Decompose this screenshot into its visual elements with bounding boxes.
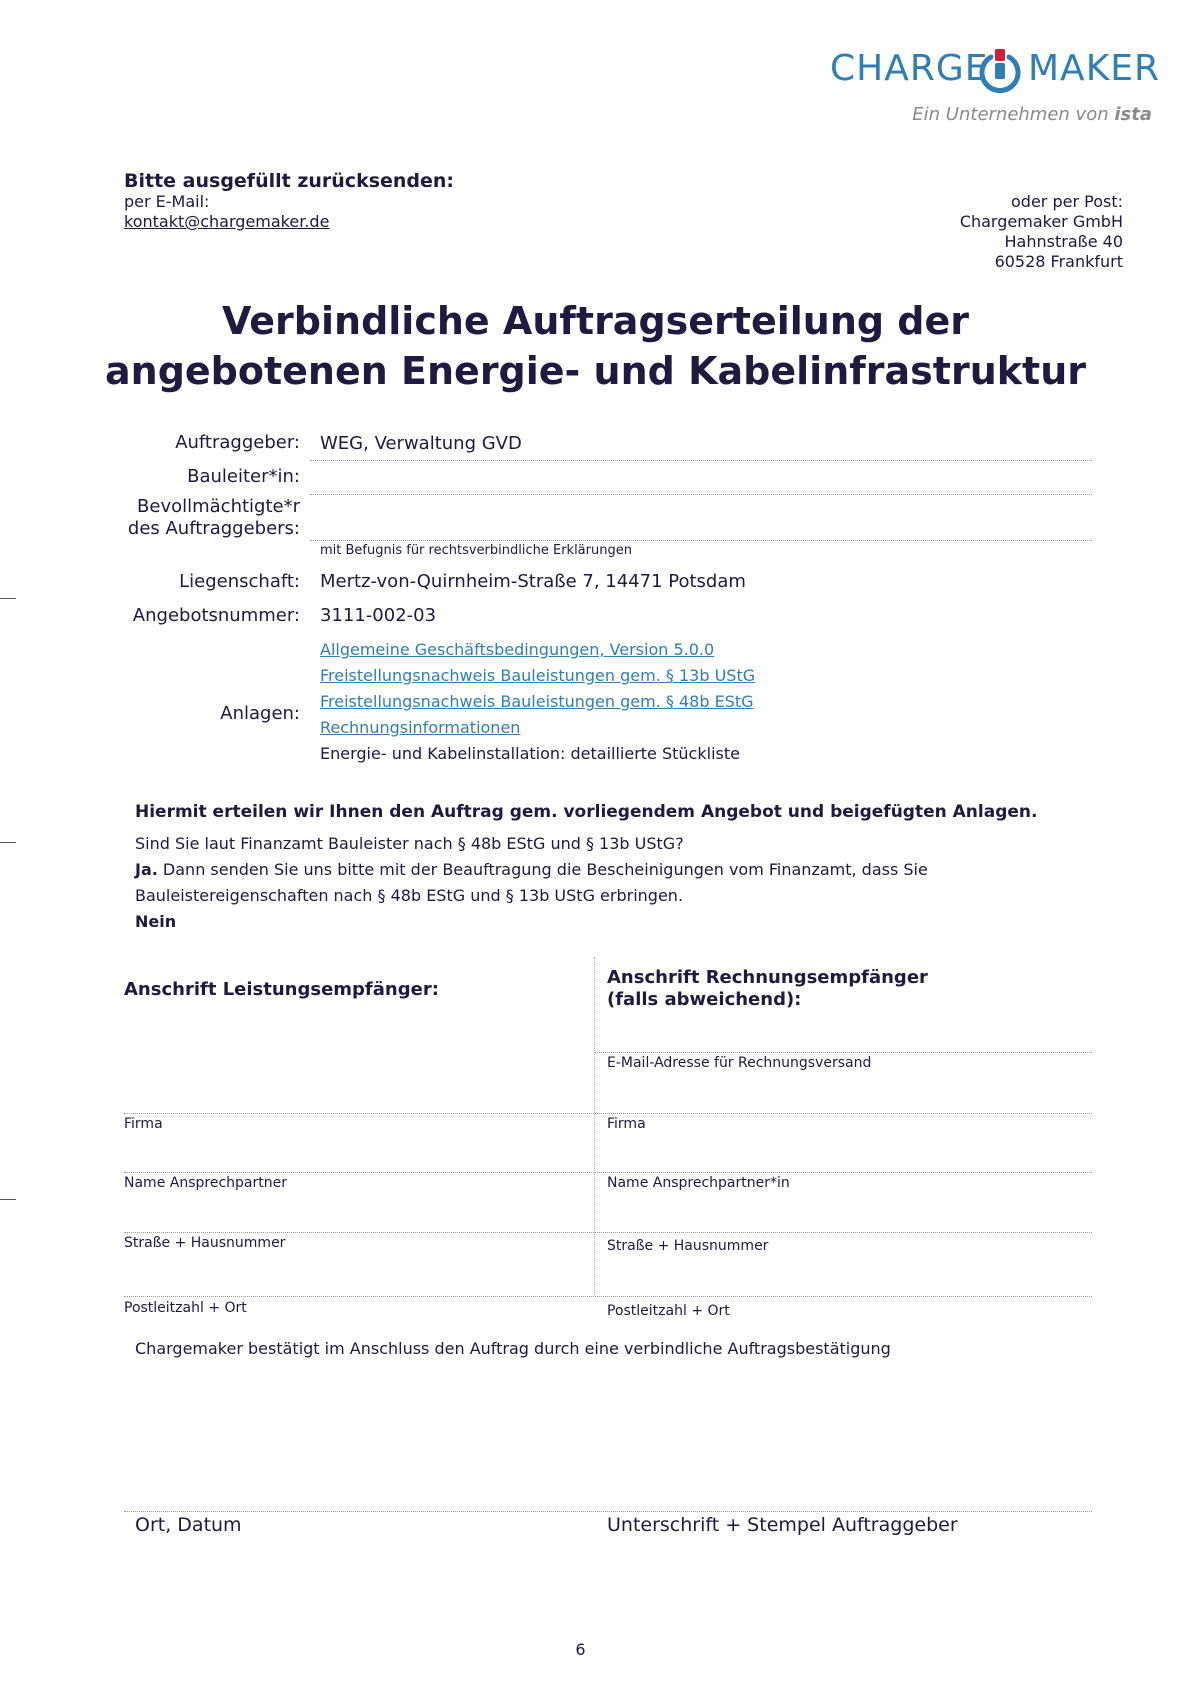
plz-ort-field[interactable] bbox=[124, 1296, 1092, 1297]
page-title bbox=[0, 296, 1191, 396]
right-ansprechpartner-label: Name Ansprechpartner*in bbox=[607, 1175, 790, 1191]
nein-option[interactable]: Nein bbox=[135, 912, 177, 931]
left-firma-label: Firma bbox=[124, 1116, 163, 1132]
bauleiter-field[interactable] bbox=[310, 494, 1092, 495]
ista-logo: ista bbox=[1114, 104, 1152, 125]
bevollmaechtigte-label-1: Bevollmächtigte*r bbox=[137, 496, 300, 517]
right-firma-label: Firma bbox=[607, 1116, 646, 1132]
post-street: Hahnstraße 40 bbox=[1004, 232, 1123, 251]
left-plz-ort-label: Postleitzahl + Ort bbox=[124, 1300, 247, 1316]
liegenschaft-label: Liegenschaft: bbox=[179, 571, 300, 592]
bauleister-question: Sind Sie laut Finanzamt Bauleister nach § 48b EStG und § 13b UStG? bbox=[135, 834, 684, 853]
ansprechpartner-field[interactable] bbox=[124, 1172, 1092, 1173]
unterschrift-label: Unterschrift + Stempel Auftraggeber bbox=[607, 1514, 958, 1536]
anlage-48b-link[interactable]: Freistellungsnachweis Bauleistungen gem. § 48b EStG bbox=[320, 692, 754, 711]
email-label: per E-Mail: bbox=[124, 192, 210, 211]
title-line-1: Verbindliche Auftragserteilung der bbox=[221, 299, 970, 343]
bevollmaechtigte-field[interactable] bbox=[310, 540, 1092, 541]
firma-field[interactable] bbox=[124, 1113, 1092, 1114]
power-plug-icon bbox=[976, 48, 1024, 94]
right-strasse-label: Straße + Hausnummer bbox=[607, 1238, 769, 1254]
ja-option[interactable] bbox=[135, 860, 928, 879]
fold-mark-top bbox=[0, 598, 16, 599]
ja-text-1: Dann senden Sie uns bitte mit der Beauftragung die Bescheinigungen vom Finanzamt, dass Sie bbox=[162, 860, 928, 879]
anlage-stueckliste: Energie- und Kabelinstallation: detaillierte Stückliste bbox=[320, 744, 740, 763]
post-city: 60528 Frankfurt bbox=[994, 252, 1123, 271]
anlagen-label: Anlagen: bbox=[220, 703, 300, 724]
logo-tagline bbox=[912, 104, 1152, 125]
tagline-prefix: Ein Unternehmen von bbox=[912, 104, 1109, 125]
left-ansprechpartner-label: Name Ansprechpartner bbox=[124, 1175, 287, 1191]
rechnungsempfaenger-title bbox=[607, 967, 928, 1011]
bauleiter-label: Bauleiter*in: bbox=[187, 466, 300, 487]
punch-mark bbox=[0, 842, 16, 843]
ort-datum-label: Ort, Datum bbox=[135, 1514, 242, 1536]
auftraggeber-value: WEG, Verwaltung GVD bbox=[320, 433, 522, 454]
email-link[interactable]: kontakt@chargemaker.de bbox=[124, 212, 330, 231]
bevollmaechtigte-hint: mit Befugnis für rechtsverbindliche Erklärungen bbox=[320, 543, 632, 558]
ja-text-2: Bauleistereigenschaften nach § 48b EStG und § 13b UStG erbringen. bbox=[135, 886, 684, 905]
rechnung-email-field[interactable] bbox=[594, 1052, 1092, 1053]
order-statement: Hiermit erteilen wir Ihnen den Auftrag gem. vorliegendem Angebot und beigefügten Anlagen. bbox=[135, 802, 1038, 822]
right-plz-ort-label: Postleitzahl + Ort bbox=[607, 1303, 730, 1319]
address-column-divider bbox=[594, 957, 595, 1295]
anlage-13b-link[interactable]: Freistellungsnachweis Bauleistungen gem. § 13b UStG bbox=[320, 666, 756, 685]
auftraggeber-label: Auftraggeber: bbox=[175, 432, 300, 453]
confirmation-note: Chargemaker bestätigt im Anschluss den Auftrag durch eine verbindliche Auftragsbestätigung bbox=[135, 1339, 891, 1358]
signature-line[interactable] bbox=[124, 1511, 1092, 1512]
ja-label: Ja. bbox=[135, 860, 158, 879]
title-line-2: angebotenen Energie- und Kabelinfrastruktur bbox=[105, 349, 1086, 393]
angebotsnummer-label: Angebotsnummer: bbox=[132, 605, 300, 626]
rechnungsempfaenger-title-2: (falls abweichend): bbox=[607, 989, 802, 1010]
post-address bbox=[960, 192, 1123, 272]
return-title: Bitte ausgefüllt zurücksenden: bbox=[124, 170, 455, 192]
bevollmaechtigte-label-2: des Auftraggebers: bbox=[127, 518, 300, 539]
logo-brand-left: CHARGE bbox=[830, 48, 989, 89]
angebotsnummer-value: 3111-002-03 bbox=[320, 605, 437, 626]
page-number: 6 bbox=[575, 1640, 586, 1659]
chargemaker-logo bbox=[822, 48, 1161, 128]
rechnung-email-label: E-Mail-Adresse für Rechnungsversand bbox=[607, 1055, 872, 1071]
strasse-field[interactable] bbox=[124, 1232, 1092, 1233]
rechnungsempfaenger-title-1: Anschrift Rechnungsempfänger bbox=[607, 967, 928, 988]
liegenschaft-value: Mertz-von-Quirnheim-Straße 7, 14471 Potsdam bbox=[320, 571, 746, 592]
post-label: oder per Post: bbox=[1011, 192, 1123, 211]
logo-brand-right: MAKER bbox=[1028, 48, 1161, 89]
anlage-agb-link[interactable]: Allgemeine Geschäftsbedingungen, Version 5.0.0 bbox=[320, 640, 715, 659]
left-strasse-label: Straße + Hausnummer bbox=[124, 1235, 286, 1251]
leistungsempfaenger-title: Anschrift Leistungsempfänger: bbox=[124, 979, 439, 1000]
anlage-rechnung-link[interactable]: Rechnungsinformationen bbox=[320, 718, 521, 737]
auftraggeber-line bbox=[310, 460, 1092, 461]
fold-mark-bottom bbox=[0, 1199, 16, 1200]
post-company: Chargemaker GmbH bbox=[959, 212, 1123, 231]
